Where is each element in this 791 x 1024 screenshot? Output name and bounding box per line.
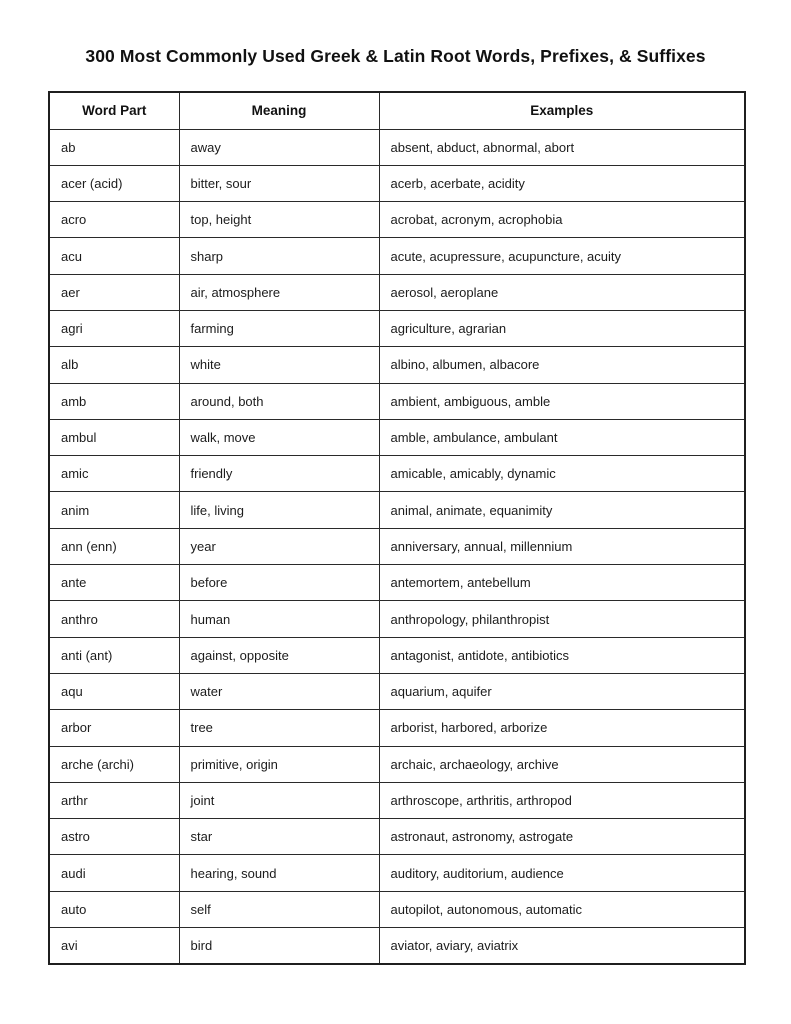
- meaning-cell: life, living: [179, 492, 379, 528]
- examples-cell: anthropology, philanthropist: [379, 601, 745, 637]
- examples-cell: acerb, acerbate, acidity: [379, 165, 745, 201]
- column-header-word-part: Word Part: [49, 92, 179, 129]
- table-row: [49, 673, 745, 709]
- table-row: [49, 637, 745, 673]
- examples-cell: amble, ambulance, ambulant: [379, 419, 745, 455]
- word-part-cell: aqu: [49, 673, 179, 709]
- meaning-cell: human: [179, 601, 379, 637]
- examples-cell: ambient, ambiguous, amble: [379, 383, 745, 419]
- examples-cell: antagonist, antidote, antibiotics: [379, 637, 745, 673]
- table-row: [49, 746, 745, 782]
- meaning-cell: friendly: [179, 456, 379, 492]
- word-part-cell: arche (archi): [49, 746, 179, 782]
- table-header-row: [49, 92, 745, 129]
- table-row: [49, 782, 745, 818]
- word-part-cell: agri: [49, 310, 179, 346]
- examples-cell: albino, albumen, albacore: [379, 347, 745, 383]
- word-part-cell: alb: [49, 347, 179, 383]
- word-part-cell: audi: [49, 855, 179, 891]
- examples-cell: auditory, auditorium, audience: [379, 855, 745, 891]
- table-row: [49, 238, 745, 274]
- word-part-cell: ab: [49, 129, 179, 165]
- table-row: [49, 565, 745, 601]
- table-row: [49, 492, 745, 528]
- word-part-cell: acro: [49, 202, 179, 238]
- examples-cell: agriculture, agrarian: [379, 310, 745, 346]
- word-part-cell: acu: [49, 238, 179, 274]
- table-row: [49, 419, 745, 455]
- table-row: [49, 528, 745, 564]
- examples-cell: arthroscope, arthritis, arthropod: [379, 782, 745, 818]
- meaning-cell: air, atmosphere: [179, 274, 379, 310]
- table-body: [49, 129, 745, 964]
- word-part-cell: astro: [49, 819, 179, 855]
- meaning-cell: tree: [179, 710, 379, 746]
- meaning-cell: water: [179, 673, 379, 709]
- root-words-table: [48, 91, 746, 965]
- word-part-cell: anthro: [49, 601, 179, 637]
- table-row: [49, 819, 745, 855]
- table-row: [49, 456, 745, 492]
- word-part-cell: arthr: [49, 782, 179, 818]
- table-row: [49, 165, 745, 201]
- table-row: [49, 202, 745, 238]
- table-row: [49, 274, 745, 310]
- meaning-cell: year: [179, 528, 379, 564]
- meaning-cell: primitive, origin: [179, 746, 379, 782]
- column-header-examples: Examples: [379, 92, 745, 129]
- word-part-cell: anti (ant): [49, 637, 179, 673]
- meaning-cell: walk, move: [179, 419, 379, 455]
- examples-cell: autopilot, autonomous, automatic: [379, 891, 745, 927]
- table-row: [49, 310, 745, 346]
- examples-cell: aquarium, aquifer: [379, 673, 745, 709]
- meaning-cell: away: [179, 129, 379, 165]
- table-row: [49, 347, 745, 383]
- table-row: [49, 891, 745, 927]
- word-part-cell: amic: [49, 456, 179, 492]
- examples-cell: astronaut, astronomy, astrogate: [379, 819, 745, 855]
- examples-cell: aerosol, aeroplane: [379, 274, 745, 310]
- examples-cell: archaic, archaeology, archive: [379, 746, 745, 782]
- word-part-cell: ambul: [49, 419, 179, 455]
- table-row: [49, 855, 745, 891]
- meaning-cell: star: [179, 819, 379, 855]
- column-header-meaning: Meaning: [179, 92, 379, 129]
- word-part-cell: acer (acid): [49, 165, 179, 201]
- word-part-cell: ante: [49, 565, 179, 601]
- table-row: [49, 928, 745, 964]
- word-part-cell: amb: [49, 383, 179, 419]
- word-part-cell: anim: [49, 492, 179, 528]
- word-part-cell: ann (enn): [49, 528, 179, 564]
- meaning-cell: bird: [179, 928, 379, 964]
- meaning-cell: around, both: [179, 383, 379, 419]
- meaning-cell: farming: [179, 310, 379, 346]
- meaning-cell: bitter, sour: [179, 165, 379, 201]
- table-row: [49, 710, 745, 746]
- table-row: [49, 601, 745, 637]
- page-title: 300 Most Commonly Used Greek & Latin Root Words, Prefixes, & Suffixes: [85, 46, 706, 66]
- examples-cell: aviator, aviary, aviatrix: [379, 928, 745, 964]
- meaning-cell: against, opposite: [179, 637, 379, 673]
- examples-cell: antemortem, antebellum: [379, 565, 745, 601]
- examples-cell: animal, animate, equanimity: [379, 492, 745, 528]
- examples-cell: acrobat, acronym, acrophobia: [379, 202, 745, 238]
- meaning-cell: before: [179, 565, 379, 601]
- meaning-cell: top, height: [179, 202, 379, 238]
- table-row: [49, 129, 745, 165]
- meaning-cell: joint: [179, 782, 379, 818]
- table-row: [49, 383, 745, 419]
- meaning-cell: white: [179, 347, 379, 383]
- meaning-cell: self: [179, 891, 379, 927]
- word-part-cell: arbor: [49, 710, 179, 746]
- word-part-cell: auto: [49, 891, 179, 927]
- examples-cell: anniversary, annual, millennium: [379, 528, 745, 564]
- examples-cell: acute, acupressure, acupuncture, acuity: [379, 238, 745, 274]
- word-part-cell: avi: [49, 928, 179, 964]
- meaning-cell: hearing, sound: [179, 855, 379, 891]
- examples-cell: arborist, harbored, arborize: [379, 710, 745, 746]
- examples-cell: amicable, amicably, dynamic: [379, 456, 745, 492]
- meaning-cell: sharp: [179, 238, 379, 274]
- examples-cell: absent, abduct, abnormal, abort: [379, 129, 745, 165]
- word-part-cell: aer: [49, 274, 179, 310]
